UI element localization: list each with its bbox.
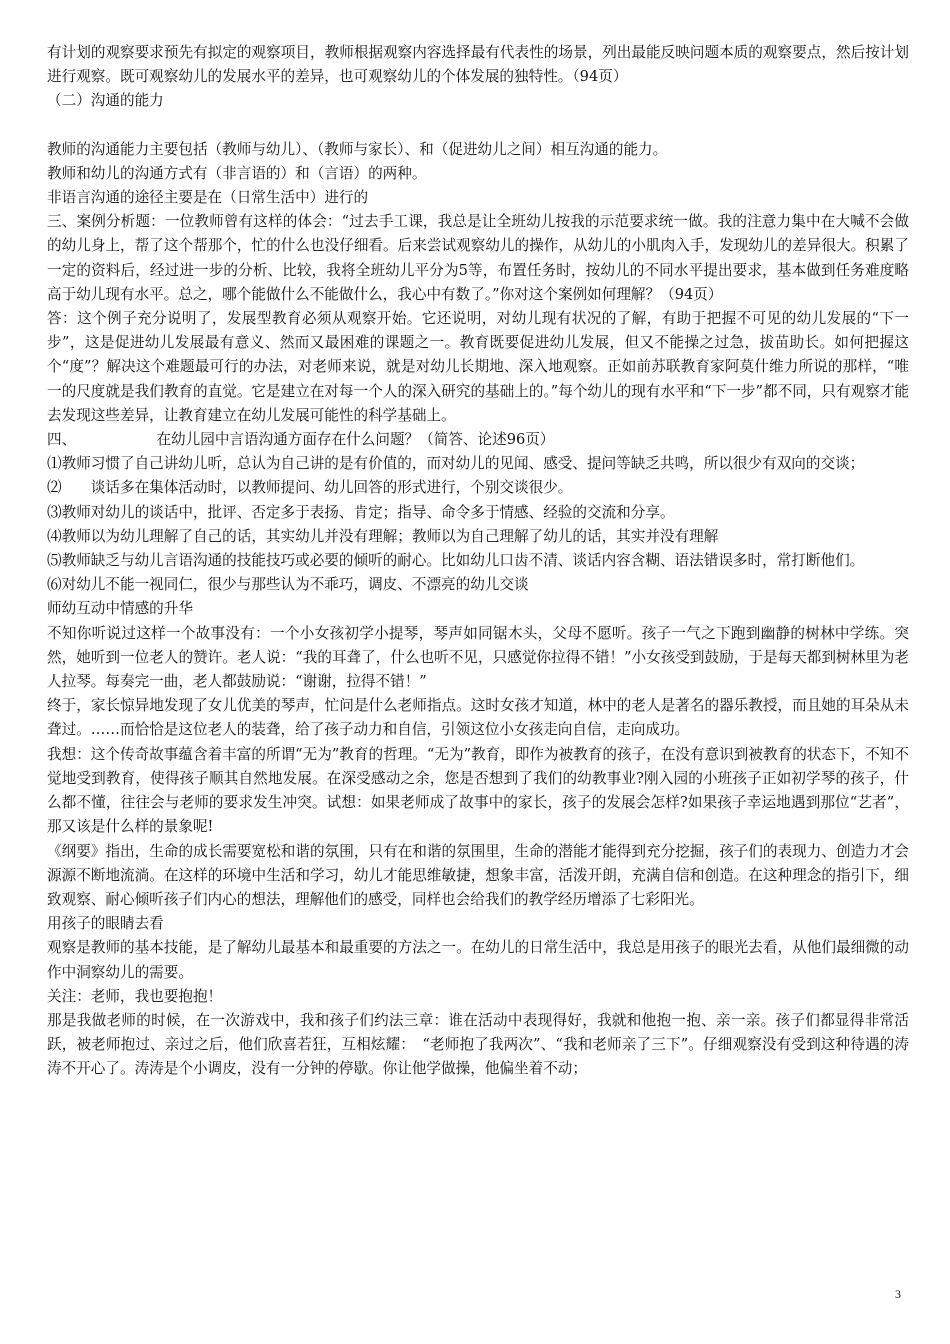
subheading-hug: 关注：老师，我也要抱抱！	[47, 987, 223, 1005]
page-number: 3	[895, 1287, 901, 1301]
paragraph-guideline: 《纲要》指出，生命的成长需要宽松和谐的氛围，只有在和谐的氛围里，生命的潜能才能得到充分挖掘，孩子们的表现力、创造力才会源源不断地流淌。在这样的环境中生活和学习，幼儿才能思维敏捷，想象丰富，活泼开朗，充满自信和创造。在这种理念的指引下，细致观察、耐心倾听孩子们内心的想法，理解他们的感受，同样也会给我们的教学经历增添了七彩阳光。	[47, 842, 909, 908]
list-item-5: ⑸教师缺乏与幼儿言语沟通的技能技巧或必要的倾听的耐心。比如幼儿口齿不清、谈话内容含糊、语法错误多时，常打断他们。	[47, 552, 865, 570]
paragraph-observation-skill: 观察是教师的基本技能，是了解幼儿最基本和最重要的方法之一。在幼儿的日常生活中，我总是用孩子的眼光去看，从他们最细微的动作中洞察幼儿的需要。	[47, 939, 909, 981]
paragraph-case-answer: 答：这个例子充分说明了，发展型教育必须从观察开始。它还说明，对幼儿现有状况的了解，有助于把握不可见的幼儿发展的“下一步”，这是促进幼儿发展最有意义、然而又最困难的课题之一。教育既要促进幼儿发展，但又不能操之过急，拔苗助长。如何把握这个“度”？解决这个难题最可行的办法，对老师来说，就是对幼儿长期地、深入地观察。正如前苏联教育家阿莫什维力所说的那样，“唯一的尺度就是我们教育的直觉。它是建立在对每一个人的深入研究的基础上的。”每个幼儿的现有水平和“下一步”都不同，只有观察才能去发现这些差异，让教育建立在幼儿发展可能性的科学基础上。	[47, 310, 909, 424]
paragraph-observation-plan: 有计划的观察要求预先有拟定的观察项目，教师根据观察内容选择最有代表性的场景，列出最能反映问题本质的观察要点，然后按计划进行观察。既可观察幼儿的发展水平的差异，也可观察幼儿的个体发展的独特性。（94页）	[47, 44, 909, 86]
paragraph-communication-ability: 教师的沟通能力主要包括（教师与幼儿）、（教师与家长）、和（促进幼儿之间）相互沟通的能力。	[47, 140, 668, 158]
list-item-6: ⑹对幼儿不能一视同仁，很少与那些认为不乖巧，调皮、不漂亮的幼儿交谈	[47, 576, 529, 594]
list-item-2: ⑵ 谈话多在集体活动时，以教师提问、幼儿回答的形式进行，个别交谈很少。	[47, 479, 573, 497]
paragraph-nonverbal-channel: 非语言沟通的途径主要是在（日常生活中）进行的	[47, 189, 369, 207]
section-heading-communication: （二）沟通的能力	[47, 92, 164, 110]
paragraph-communication-modes: 教师和幼儿的沟通方式有（非言语的）和（言语）的两种。	[47, 164, 427, 182]
paragraph-violin-story: 不知你听说过这样一个故事没有：一个小女孩初学小提琴，琴声如同锯木头，父母不愿听。孩子一气之下跑到幽静的树林中学练。突然，她听到一位老人的赞许。老人说：“我的耳聋了，什么也听不见，只感觉你拉得不错！”小女孩受到鼓励，于是每天都到树林里为老人拉琴。每奏完一曲，老人都鼓励说：“谢谢，拉得不错！”	[47, 624, 909, 691]
document-page	[47, 41, 909, 1082]
section-heading-verbal-issues: 四、 在幼儿园中言语沟通方面存在什么问题？（简答、论述96页）	[47, 431, 555, 449]
paragraph-violin-ending: 终于，家长惊异地发现了女儿优美的琴声，忙问是什么老师指点。这时女孩才知道，林中的老人是著名的器乐教授，而且她的耳朵从未聋过。……而恰恰是这位老人的装聋，给了孩子动力和自信，引领这位小女孩走向自信，走向成功。	[47, 697, 909, 739]
paragraph-case-question: 三、案例分析题：一位教师曾有这样的体会：“过去手工课，我总是让全班幼儿按我的示范要求统一做。我的注意力集中在大喊不会做的幼儿身上，帮了这个帮那个，忙的什么也没仔细看。后来尝试观察幼儿的操作，从幼儿的小肌肉入手，发现幼儿的差异很大。积累了一定的资料后，经过进一步的分析、比较，我将全班幼儿平分为5等，布置任务时，按幼儿的不同水平提出要求，基本做到任务难度略高于幼儿现有水平。总之，哪个能做什么不能做什么，我心中有数了。”你对这个案例如何理解？（94页）	[47, 213, 909, 303]
section-heading-emotion: 师幼互动中情感的升华	[47, 600, 193, 618]
list-item-3: ⑶教师对幼儿的谈话中，批评、否定多于表扬、肯定；指导、命令多于情感、经验的交流和分享。	[47, 503, 675, 521]
list-item-1: ⑴教师习惯了自己讲幼儿听，总认为自己讲的是有价值的，而对幼儿的见闻、感受、提问等缺乏共鸣，所以很少有双向的交谈；	[47, 455, 865, 473]
paragraph-hug-story: 那是我做老师的时候，在一次游戏中，我和孩子们约法三章：谁在活动中表现得好，我就和他抱一抱、亲一亲。孩子们都显得非常活跃，被老师抱过、亲过之后，他们欣喜若狂，互相炫耀： “老师抱了我两次”、“我和老师亲了三下”。仔细观察没有受到这种待遇的涛涛不开心了。涛涛是个小调皮，没有一分钟的停歇。你让他学做操，他偏坐着不动；	[47, 1011, 909, 1078]
list-item-4: ⑷教师以为幼儿理解了自己的话，其实幼儿并没有理解；教师以为自己理解了幼儿的话，其实并没有理解	[47, 527, 719, 545]
section-heading-child-eyes: 用孩子的眼睛去看	[47, 915, 164, 933]
blank-line	[47, 114, 909, 138]
paragraph-wuwei-education: 我想：这个传奇故事蕴含着丰富的所谓“无为”教育的哲理。“无为”教育，即作为被教育的孩子，在没有意识到被教育的状态下，不知不觉地受到教育，使得孩子顺其自然地发展。在深受感动之余，您是否想到了我们的幼教事业?刚入园的小班孩子正如初学琴的孩子，什么都不懂，往往会与老师的要求发生冲突。试想：如果老师成了故事中的家长，孩子的发展会怎样?如果孩子幸运地遇到那位“艺者”，那又该是什么样的景象呢!	[47, 745, 909, 836]
